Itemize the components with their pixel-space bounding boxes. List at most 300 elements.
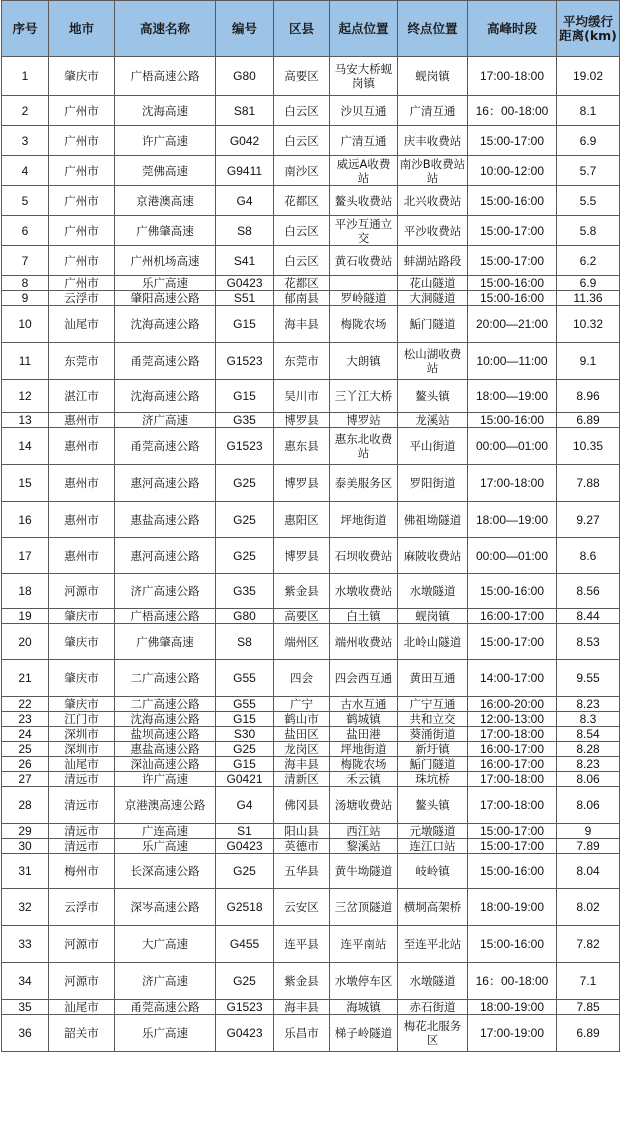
city-cell: 汕尾市	[49, 757, 115, 772]
city-cell: 广州市	[49, 186, 115, 216]
table-row	[2, 712, 620, 727]
end-location-cell: 罗阳街道	[398, 465, 468, 502]
end-location-cell: 蚬岗镇	[398, 57, 468, 96]
route-code-cell: S8	[216, 624, 274, 660]
serial-no-cell: 20	[2, 624, 49, 660]
highway-name-cell: 甬莞高速公路	[115, 1000, 216, 1015]
highway-name-cell: 京港澳高速	[115, 186, 216, 216]
highway-name-cell: 甬莞高速公路	[115, 343, 216, 380]
city-cell: 湛江市	[49, 380, 115, 413]
city-cell: 广州市	[49, 126, 115, 156]
serial-no-cell: 26	[2, 757, 49, 772]
avg-congestion-distance-cell: 6.2	[557, 246, 620, 276]
district-cell: 博罗县	[274, 465, 330, 502]
start-location-cell: 梯子岭隧道	[330, 1015, 398, 1052]
route-code-cell: G80	[216, 609, 274, 624]
serial-no-cell: 6	[2, 216, 49, 246]
avg-congestion-distance-cell: 8.04	[557, 854, 620, 889]
route-code-cell: G9411	[216, 156, 274, 186]
district-cell: 乐昌市	[274, 1015, 330, 1052]
start-location-cell: 三丫江大桥	[330, 380, 398, 413]
district-cell: 龙岗区	[274, 742, 330, 757]
end-location-cell: 庆丰收费站	[398, 126, 468, 156]
city-cell: 肇庆市	[49, 57, 115, 96]
serial-no-cell: 21	[2, 660, 49, 697]
serial-no-cell: 4	[2, 156, 49, 186]
route-code-cell: G0423	[216, 276, 274, 291]
serial-no-cell: 3	[2, 126, 49, 156]
start-location-cell: 惠东北收费站	[330, 428, 398, 465]
table-row	[2, 428, 620, 465]
end-location-cell: 葵涌街道	[398, 727, 468, 742]
start-location-cell: 水墩停车区	[330, 963, 398, 1000]
peak-period-cell: 18:00—19:00	[468, 502, 557, 538]
avg-congestion-distance-cell: 8.06	[557, 772, 620, 787]
serial-no-cell: 1	[2, 57, 49, 96]
avg-congestion-distance-cell: 8.23	[557, 697, 620, 712]
end-location-cell: 至连平北站	[398, 926, 468, 963]
peak-period-cell: 15:00-17:00	[468, 126, 557, 156]
route-code-cell: G15	[216, 380, 274, 413]
avg-congestion-distance-cell: 8.44	[557, 609, 620, 624]
start-location-cell: 广清互通	[330, 126, 398, 156]
route-code-cell: G042	[216, 126, 274, 156]
peak-period-cell: 16：00-18:00	[468, 96, 557, 126]
avg-congestion-distance-cell: 8.02	[557, 889, 620, 926]
route-code-cell: S1	[216, 824, 274, 839]
start-location-cell: 泰美服务区	[330, 465, 398, 502]
city-cell: 惠州市	[49, 413, 115, 428]
highway-name-cell: 二广高速公路	[115, 660, 216, 697]
highway-name-cell: 广佛肇高速	[115, 624, 216, 660]
highway-name-cell: 惠河高速公路	[115, 538, 216, 574]
city-cell: 云浮市	[49, 889, 115, 926]
serial-no-cell: 16	[2, 502, 49, 538]
route-code-cell: G455	[216, 926, 274, 963]
avg-congestion-distance-cell: 19.02	[557, 57, 620, 96]
district-cell: 博罗县	[274, 413, 330, 428]
city-cell: 河源市	[49, 574, 115, 609]
serial-no-cell: 32	[2, 889, 49, 926]
avg-congestion-distance-cell: 8.6	[557, 538, 620, 574]
start-location-cell: 水墩收费站	[330, 574, 398, 609]
start-location-cell: 大朗镇	[330, 343, 398, 380]
peak-period-cell: 16:00-17:00	[468, 609, 557, 624]
district-cell: 海丰县	[274, 306, 330, 343]
peak-period-cell: 18:00-19:00	[468, 889, 557, 926]
end-location-cell: 北岭山隧道	[398, 624, 468, 660]
route-code-cell: G15	[216, 757, 274, 772]
district-cell: 鹤山市	[274, 712, 330, 727]
city-cell: 河源市	[49, 926, 115, 963]
serial-no-cell: 10	[2, 306, 49, 343]
end-location-cell: 水墩隧道	[398, 963, 468, 1000]
route-code-cell: G1523	[216, 428, 274, 465]
end-location-cell: 横垌高架桥	[398, 889, 468, 926]
serial-no-cell: 34	[2, 963, 49, 1000]
avg-congestion-distance-cell: 9.27	[557, 502, 620, 538]
avg-congestion-distance-cell: 6.89	[557, 1015, 620, 1052]
route-code-cell: G25	[216, 963, 274, 1000]
route-code-cell: G25	[216, 538, 274, 574]
route-code-cell: G35	[216, 574, 274, 609]
peak-period-cell: 17:00-18:00	[468, 57, 557, 96]
city-cell: 广州市	[49, 96, 115, 126]
city-cell: 肇庆市	[49, 697, 115, 712]
serial-no-cell: 35	[2, 1000, 49, 1015]
route-code-cell: G80	[216, 57, 274, 96]
district-cell: 惠东县	[274, 428, 330, 465]
serial-no-cell: 9	[2, 291, 49, 306]
serial-no-cell: 2	[2, 96, 49, 126]
end-location-cell: 蚌湖站路段	[398, 246, 468, 276]
table-row	[2, 502, 620, 538]
start-location-cell: 石坝收费站	[330, 538, 398, 574]
table-row	[2, 742, 620, 757]
header-serial-no: 序号	[2, 1, 49, 57]
highway-name-cell: 广佛肇高速	[115, 216, 216, 246]
end-location-cell: 龙溪站	[398, 413, 468, 428]
start-location-cell: 马安大桥蚬岗镇	[330, 57, 398, 96]
end-location-cell: 麻陂收费站	[398, 538, 468, 574]
city-cell: 惠州市	[49, 538, 115, 574]
end-location-cell: 大洞隧道	[398, 291, 468, 306]
district-cell: 盐田区	[274, 727, 330, 742]
table-row	[2, 343, 620, 380]
start-location-cell: 海城镇	[330, 1000, 398, 1015]
serial-no-cell: 30	[2, 839, 49, 854]
table-row	[2, 538, 620, 574]
table-row	[2, 824, 620, 839]
route-code-cell: G25	[216, 854, 274, 889]
route-code-cell: G1523	[216, 343, 274, 380]
end-location-cell: 共和立交	[398, 712, 468, 727]
end-location-cell: 连江口站	[398, 839, 468, 854]
city-cell: 东莞市	[49, 343, 115, 380]
header-route-code: 编号	[216, 1, 274, 57]
table-row	[2, 609, 620, 624]
avg-congestion-distance-cell: 7.85	[557, 1000, 620, 1015]
end-location-cell: 平山街道	[398, 428, 468, 465]
end-location-cell: 蚬岗镇	[398, 609, 468, 624]
district-cell: 花都区	[274, 186, 330, 216]
end-location-cell: 松山湖收费站	[398, 343, 468, 380]
end-location-cell: 岐岭镇	[398, 854, 468, 889]
serial-no-cell: 24	[2, 727, 49, 742]
highway-name-cell: 甬莞高速公路	[115, 428, 216, 465]
city-cell: 广州市	[49, 276, 115, 291]
district-cell: 紫金县	[274, 574, 330, 609]
end-location-cell: 鳌头镇	[398, 787, 468, 824]
table-row	[2, 57, 620, 96]
start-location-cell: 三岔顶隧道	[330, 889, 398, 926]
table-row	[2, 772, 620, 787]
table-row	[2, 787, 620, 824]
district-cell: 紫金县	[274, 963, 330, 1000]
table-row	[2, 757, 620, 772]
route-code-cell: G35	[216, 413, 274, 428]
peak-period-cell: 17:00-18:00	[468, 727, 557, 742]
highway-name-cell: 盐坝高速公路	[115, 727, 216, 742]
table-row	[2, 963, 620, 1000]
header-end-location: 终点位置	[398, 1, 468, 57]
serial-no-cell: 13	[2, 413, 49, 428]
route-code-cell: G15	[216, 306, 274, 343]
peak-period-cell: 15:00-17:00	[468, 246, 557, 276]
avg-congestion-distance-cell: 6.89	[557, 413, 620, 428]
peak-period-cell: 18:00—19:00	[468, 380, 557, 413]
peak-period-cell: 15:00-16:00	[468, 186, 557, 216]
route-code-cell: S30	[216, 727, 274, 742]
city-cell: 河源市	[49, 963, 115, 1000]
city-cell: 汕尾市	[49, 306, 115, 343]
start-location-cell: 黄牛坳隧道	[330, 854, 398, 889]
table-row	[2, 1000, 620, 1015]
route-code-cell: G1523	[216, 1000, 274, 1015]
serial-no-cell: 22	[2, 697, 49, 712]
avg-congestion-distance-cell: 5.7	[557, 156, 620, 186]
highway-name-cell: 长深高速公路	[115, 854, 216, 889]
table-row	[2, 854, 620, 889]
district-cell: 佛冈县	[274, 787, 330, 824]
route-code-cell: G2518	[216, 889, 274, 926]
avg-congestion-distance-cell: 8.23	[557, 757, 620, 772]
table-row	[2, 291, 620, 306]
peak-period-cell: 18:00-19:00	[468, 1000, 557, 1015]
district-cell: 惠阳区	[274, 502, 330, 538]
highway-name-cell: 乐广高速	[115, 1015, 216, 1052]
peak-period-cell: 15:00-17:00	[468, 216, 557, 246]
start-location-cell: 黎溪站	[330, 839, 398, 854]
start-location-cell: 连平南站	[330, 926, 398, 963]
peak-period-cell: 00:00—01:00	[468, 428, 557, 465]
table-row	[2, 96, 620, 126]
end-location-cell: 梅花北服务区	[398, 1015, 468, 1052]
avg-congestion-distance-cell: 6.9	[557, 126, 620, 156]
peak-period-cell: 16:00-17:00	[468, 757, 557, 772]
peak-period-cell: 15:00-16:00	[468, 276, 557, 291]
peak-period-cell: 15:00-17:00	[468, 839, 557, 854]
start-location-cell: 博罗站	[330, 413, 398, 428]
table-row	[2, 126, 620, 156]
peak-period-cell: 15:00-17:00	[468, 824, 557, 839]
highway-name-cell: 许广高速	[115, 126, 216, 156]
district-cell: 白云区	[274, 246, 330, 276]
route-code-cell: G25	[216, 502, 274, 538]
district-cell: 白云区	[274, 126, 330, 156]
district-cell: 南沙区	[274, 156, 330, 186]
end-location-cell: 鳌头镇	[398, 380, 468, 413]
end-location-cell: 水墩隧道	[398, 574, 468, 609]
avg-congestion-distance-cell: 9.1	[557, 343, 620, 380]
peak-period-cell: 15:00-16:00	[468, 854, 557, 889]
end-location-cell: 花山隧道	[398, 276, 468, 291]
avg-congestion-distance-cell: 9	[557, 824, 620, 839]
start-location-cell: 白土镇	[330, 609, 398, 624]
serial-no-cell: 31	[2, 854, 49, 889]
table-row	[2, 889, 620, 926]
start-location-cell: 鹤城镇	[330, 712, 398, 727]
start-location-cell: 四会西互通	[330, 660, 398, 697]
highway-name-cell: 济广高速公路	[115, 574, 216, 609]
avg-congestion-distance-cell: 8.96	[557, 380, 620, 413]
highway-name-cell: 广梧高速公路	[115, 609, 216, 624]
district-cell: 东莞市	[274, 343, 330, 380]
table-row	[2, 380, 620, 413]
district-cell: 海丰县	[274, 757, 330, 772]
serial-no-cell: 15	[2, 465, 49, 502]
route-code-cell: S81	[216, 96, 274, 126]
start-location-cell	[330, 276, 398, 291]
highway-name-cell: 广梧高速公路	[115, 57, 216, 96]
start-location-cell: 沙贝互通	[330, 96, 398, 126]
end-location-cell: 鮜门隧道	[398, 306, 468, 343]
district-cell: 清新区	[274, 772, 330, 787]
route-code-cell: S8	[216, 216, 274, 246]
route-code-cell: G4	[216, 186, 274, 216]
avg-congestion-distance-cell: 5.5	[557, 186, 620, 216]
peak-period-cell: 15:00-16:00	[468, 291, 557, 306]
table-row	[2, 574, 620, 609]
avg-congestion-distance-cell: 8.53	[557, 624, 620, 660]
district-cell: 广宁	[274, 697, 330, 712]
city-cell: 清远市	[49, 839, 115, 854]
route-code-cell: G25	[216, 742, 274, 757]
serial-no-cell: 18	[2, 574, 49, 609]
table-body	[2, 57, 620, 1052]
route-code-cell: S41	[216, 246, 274, 276]
start-location-cell: 端州收费站	[330, 624, 398, 660]
serial-no-cell: 14	[2, 428, 49, 465]
district-cell: 云安区	[274, 889, 330, 926]
city-cell: 清远市	[49, 787, 115, 824]
serial-no-cell: 29	[2, 824, 49, 839]
highway-name-cell: 沈海高速公路	[115, 712, 216, 727]
start-location-cell: 威远A收费站	[330, 156, 398, 186]
route-code-cell: S51	[216, 291, 274, 306]
city-cell: 惠州市	[49, 502, 115, 538]
district-cell: 高要区	[274, 57, 330, 96]
serial-no-cell: 36	[2, 1015, 49, 1052]
table-row	[2, 276, 620, 291]
peak-period-cell: 17:00-18:00	[468, 465, 557, 502]
city-cell: 惠州市	[49, 428, 115, 465]
table-row	[2, 306, 620, 343]
district-cell: 英德市	[274, 839, 330, 854]
highway-name-cell: 许广高速	[115, 772, 216, 787]
end-location-cell: 佛祖坳隧道	[398, 502, 468, 538]
serial-no-cell: 12	[2, 380, 49, 413]
peak-period-cell: 00:00—01:00	[468, 538, 557, 574]
peak-period-cell: 16：00-18:00	[468, 963, 557, 1000]
city-cell: 肇庆市	[49, 624, 115, 660]
city-cell: 汕尾市	[49, 1000, 115, 1015]
route-code-cell: G0423	[216, 839, 274, 854]
avg-congestion-distance-cell: 8.06	[557, 787, 620, 824]
highway-name-cell: 惠盐高速公路	[115, 742, 216, 757]
end-location-cell: 黄田互通	[398, 660, 468, 697]
table-row	[2, 413, 620, 428]
peak-period-cell: 15:00-17:00	[468, 624, 557, 660]
end-location-cell: 北兴收费站	[398, 186, 468, 216]
start-location-cell: 平沙互通立交	[330, 216, 398, 246]
city-cell: 广州市	[49, 246, 115, 276]
end-location-cell: 珠坑桥	[398, 772, 468, 787]
start-location-cell: 坪地街道	[330, 742, 398, 757]
table-row	[2, 156, 620, 186]
city-cell: 广州市	[49, 216, 115, 246]
avg-congestion-distance-cell: 11.36	[557, 291, 620, 306]
highway-name-cell: 沈海高速公路	[115, 306, 216, 343]
highway-name-cell: 惠盐高速公路	[115, 502, 216, 538]
route-code-cell: G55	[216, 660, 274, 697]
header-peak-period: 高峰时段	[468, 1, 557, 57]
congestion-table	[1, 0, 620, 1052]
peak-period-cell: 17:00-19:00	[468, 1015, 557, 1052]
route-code-cell: G15	[216, 712, 274, 727]
highway-name-cell: 深岑高速公路	[115, 889, 216, 926]
table-row	[2, 926, 620, 963]
highway-name-cell: 深汕高速公路	[115, 757, 216, 772]
route-code-cell: G25	[216, 465, 274, 502]
avg-congestion-distance-cell: 8.3	[557, 712, 620, 727]
city-cell: 深圳市	[49, 727, 115, 742]
highway-name-cell: 二广高速公路	[115, 697, 216, 712]
peak-period-cell: 16:00-20:00	[468, 697, 557, 712]
district-cell: 四会	[274, 660, 330, 697]
peak-period-cell: 16:00-17:00	[468, 742, 557, 757]
avg-congestion-distance-cell: 8.56	[557, 574, 620, 609]
serial-no-cell: 19	[2, 609, 49, 624]
end-location-cell: 广宁互通	[398, 697, 468, 712]
peak-period-cell: 10:00-12:00	[468, 156, 557, 186]
table-row	[2, 727, 620, 742]
district-cell: 阳山县	[274, 824, 330, 839]
table-row	[2, 660, 620, 697]
district-cell: 海丰县	[274, 1000, 330, 1015]
city-cell: 惠州市	[49, 465, 115, 502]
city-cell: 江门市	[49, 712, 115, 727]
district-cell: 郁南县	[274, 291, 330, 306]
district-cell: 花都区	[274, 276, 330, 291]
peak-period-cell: 14:00-17:00	[468, 660, 557, 697]
highway-name-cell: 乐广高速	[115, 839, 216, 854]
table-row	[2, 246, 620, 276]
table-row	[2, 697, 620, 712]
start-location-cell: 西江站	[330, 824, 398, 839]
avg-congestion-distance-cell: 10.32	[557, 306, 620, 343]
route-code-cell: G0421	[216, 772, 274, 787]
table-row	[2, 186, 620, 216]
serial-no-cell: 8	[2, 276, 49, 291]
avg-congestion-distance-cell: 7.89	[557, 839, 620, 854]
serial-no-cell: 17	[2, 538, 49, 574]
highway-name-cell: 沈海高速公路	[115, 380, 216, 413]
header-row	[2, 1, 620, 57]
serial-no-cell: 27	[2, 772, 49, 787]
peak-period-cell: 20:00—21:00	[468, 306, 557, 343]
highway-name-cell: 惠河高速公路	[115, 465, 216, 502]
end-location-cell: 新圩镇	[398, 742, 468, 757]
start-location-cell: 古水互通	[330, 697, 398, 712]
table-row	[2, 839, 620, 854]
header-district: 区县	[274, 1, 330, 57]
avg-congestion-distance-cell: 8.28	[557, 742, 620, 757]
start-location-cell: 梅陇农场	[330, 757, 398, 772]
start-location-cell: 黄石收费站	[330, 246, 398, 276]
highway-name-cell: 济广高速	[115, 963, 216, 1000]
header-city: 地市	[49, 1, 115, 57]
